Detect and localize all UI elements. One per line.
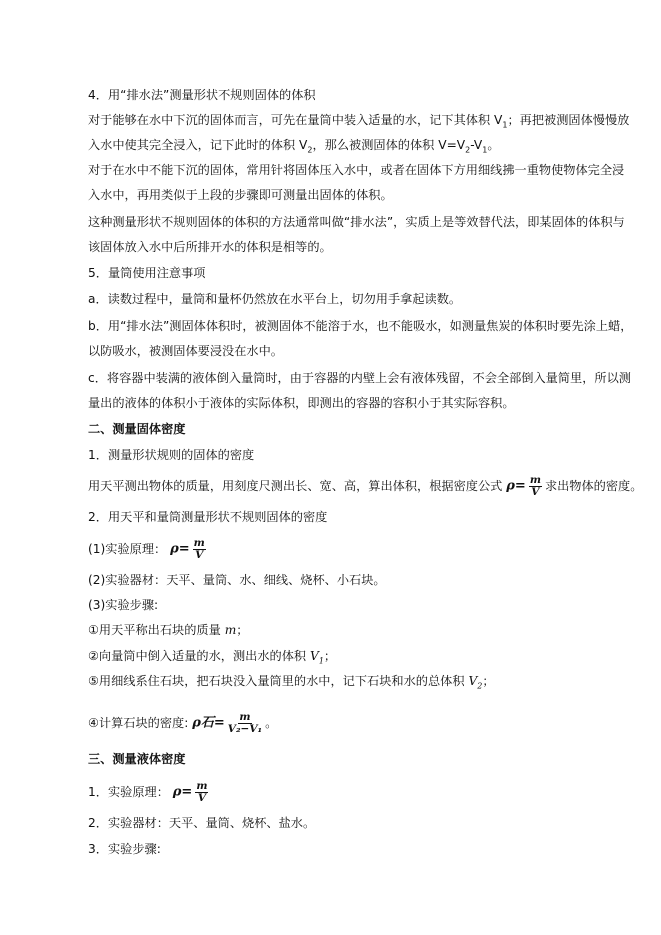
- paragraph-line: 量出的液体的体积小于液体的实际体积，即测出的容器的容积小于其实际容积。: [88, 396, 515, 410]
- step-3: ⑤用细线系住石块，把石块没入量筒里的水中，记下石块和水的总体积 $V_2$；: [88, 674, 495, 691]
- paragraph-line: 以防吸水，被测固体要浸没在水中。: [88, 344, 283, 358]
- paragraph-line: 2．实验器材：天平、量筒、烧杯、盐水。: [88, 816, 316, 830]
- paragraph-line: 1．测量形状规则的固体的密度: [88, 448, 255, 462]
- step-4: ④计算石块的密度: ρ石= $\frac{m}{\text{V₂−V₁}}$ 。: [88, 711, 278, 735]
- heading-solid-density: 二、测量固体密度: [88, 422, 186, 436]
- list-item-b: b．用“排水法”测固体体积时，被测固体不能溶于水，也不能吸水，如测量焦炭的体积时要先涂上蜡，: [88, 319, 633, 333]
- paragraph-line: 用天平测出物体的质量，用刻度尺测出长、宽、高，算出体积，根据密度公式 ρ= $\frac{m}{V}$ 求出物体的密度。: [88, 474, 643, 498]
- list-item-c: c．将容器中装满的液体倒入量筒时，由于容器的内壁上会有液体残留，不会全部倒入量简里，所以测: [88, 371, 631, 385]
- formula-fraction: $\frac{m}{V}$: [193, 537, 205, 561]
- paragraph-line: (2)实验器材：天平、量筒、水、细线、烧杯、小石块。: [88, 573, 386, 587]
- paragraph-line: 对于在水中不能下沉的固体，常用针将固体压入水中，或者在固体下方用细线拂一重物使物体完全浸: [88, 163, 625, 177]
- stone-density-formula: ρ石=: [192, 715, 225, 731]
- density-formula: ρ=: [170, 541, 190, 557]
- section-heading-4: 4．用“排水法”测量形状不规则固体的体积: [88, 88, 316, 102]
- section-heading-5: 5．量筒使用注意事项: [88, 266, 206, 280]
- paragraph-line: 入水中使其完全浸入，记下此时的体积 $V_2$，那么被测固体的体积 $V=V_2-V_1$。: [88, 138, 500, 155]
- density-formula: ρ=: [506, 478, 526, 494]
- heading-liquid-density: 三、测量液体密度: [88, 752, 186, 766]
- paragraph-line: 入水中，再用类似于上段的步骤即可测量出固体的体积。: [88, 188, 393, 202]
- formula-fraction: $\frac{m}{V}$: [529, 474, 541, 498]
- paragraph-line: 对于能够在水中下沉的固体而言，可先在量筒中装入适量的水，记下其体积 $V_1$；再把被测固体慢慢放: [88, 113, 630, 130]
- paragraph-line: 2．用天平和量筒测量形状不规则固体的密度: [88, 510, 328, 524]
- paragraph-line: 3．实验步骤:: [88, 842, 161, 856]
- paragraph-line: 1．实验原理： ρ= $\frac{m}{V}$: [88, 780, 208, 804]
- list-item-a: a．读数过程中，量筒和量杯仍然放在水平台上，切勿用手拿起读数。: [88, 292, 462, 306]
- formula-fraction: $\frac{m}{V}$: [196, 780, 208, 804]
- step-1: ①用天平称出石块的质量 m；: [88, 623, 249, 637]
- paragraph-line: (3)实验步骤:: [88, 598, 159, 612]
- paragraph-line: (1)实验原理： ρ= $\frac{m}{V}$: [88, 537, 205, 561]
- step-2: ②向量筒中倒入适量的水，测出水的体积 $V_1$；: [88, 649, 337, 666]
- formula-fraction: $\frac{m}{\text{V₂−V₁}}$: [227, 711, 263, 735]
- paragraph-line: 该固体放入水中后所排开水的体积是相等的。: [88, 240, 332, 254]
- density-formula: ρ=: [172, 784, 193, 800]
- paragraph-line: 这种测量形状不规则固体的体积的方法通常叫做“排水法”，实质上是等效替代法，即某固体的体积与: [88, 215, 625, 229]
